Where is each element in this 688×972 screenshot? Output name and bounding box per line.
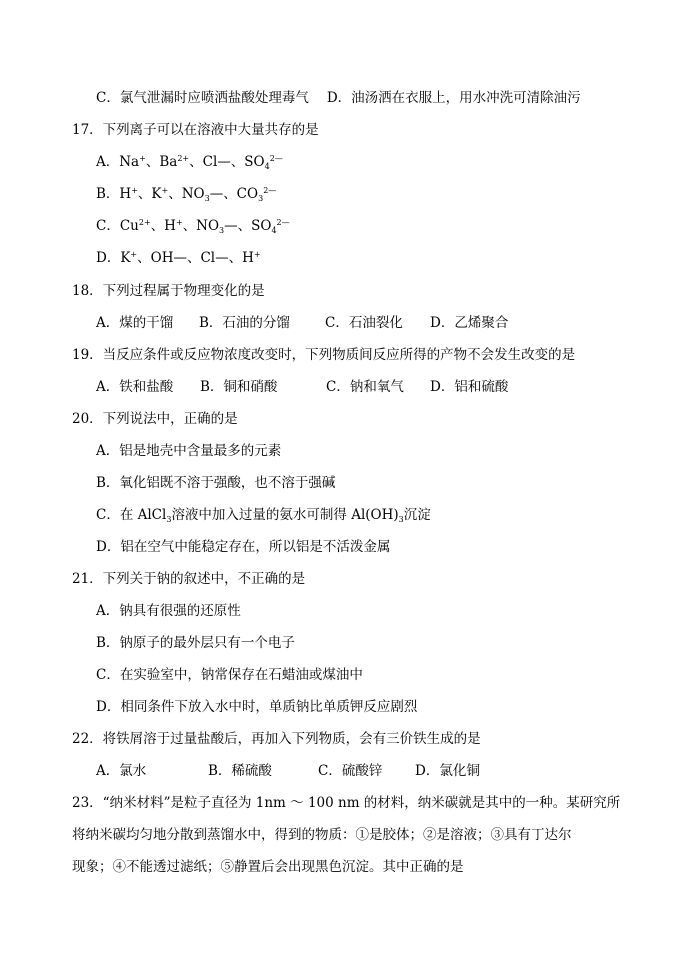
q21-stem: 21．下列关于钠的叙述中，不正确的是 [72,571,306,587]
q19-options [96,378,508,396]
q21-option-d: D．相同条件下放入水中时，单质钠比单质钾反应剧烈 [96,699,418,715]
q18-option-d: D．乙烯聚合 [430,315,509,331]
q17-stem: 17．下列离子可以在溶液中大量共存的是 [72,122,319,138]
q21-option-c: C．在实验室中，钠常保存在石蜡油或煤油中 [96,667,363,683]
q17-option-c: C．$Cu^{2+}$、H+、$NO_3—$、$SO_4^{2—}$ [96,218,290,235]
q18-option-c: C．石油裂化 [325,315,403,331]
q18-options [96,314,508,332]
q22-option-d: D．氯化铜 [415,763,480,779]
q20-option-b: B．氧化铝既不溶于强酸，也不溶于强碱 [96,475,336,491]
q23-stem-line2: 将纳米碳均匀地分散到蒸馏水中，得到的物质：①是胶体；②是溶液；③具有丁达尔 [72,827,572,843]
q22-option-b: B．稀硫酸 [208,763,272,779]
q19-option-a: A．铁和盐酸 [96,379,174,395]
q16-option-c: C．氯气泄漏时应喷洒盐酸处理毒气 [96,90,309,106]
q17-option-a: A．Na+、$Ba^{2+}$、Cl—、$SO_4^{2—}$ [96,154,283,171]
q17-option-b: B．H+、K+、$NO_3—$、$CO_3^{2—}$ [96,186,277,203]
q17-option-d: D．K+、OH—、Cl—、H+ [96,250,261,266]
q20-stem: 20．下列说法中，正确的是 [72,411,238,427]
q22-option-c: C．硫酸锌 [318,763,383,779]
q23-stem-line1: 23．“纳米材料”是粒子直径为 1nm ～ 100 nm 的材料，纳米碳就是其中的一种。某研究所 [72,795,621,811]
q18-option-b: B．石油的分馏 [199,315,290,331]
q22-stem: 22．将铁屑溶于过量盐酸后，再加入下列物质，会有三价铁生成的是 [72,731,481,747]
q18-stem: 18．下列过程属于物理变化的是 [72,283,265,299]
q22-options [96,762,480,780]
q18-option-a: A．煤的干馏 [96,315,174,331]
q19-stem: 19．当反应条件或反应物浓度改变时，下列物质间反应所得的产物不会发生改变的是 [72,347,576,363]
q22-option-a: A．氯水 [96,763,147,779]
q16-options-cd [96,89,581,107]
q19-option-c: C．钠和氧气 [326,379,404,395]
q16-option-d: D．油汤洒在衣服上，用水冲洗可清除油污 [326,90,581,106]
q19-option-d: D．铝和硫酸 [430,379,509,395]
q21-option-a: A．钠具有很强的还原性 [96,603,241,619]
q21-option-b: B．钠原子的最外层只有一个电子 [96,635,295,651]
q19-option-b: B．铜和硝酸 [200,379,278,395]
q20-option-a: A．铝是地壳中含量最多的元素 [96,443,282,459]
q20-option-c: C．在 AlCl$_3$溶液中加入过量的氨水可制得 $Al(OH)_3$沉淀 [96,507,431,524]
q20-option-d: D．铝在空气中能稳定存在，所以铝是不活泼金属 [96,539,391,555]
q23-stem-line3: 现象；④不能透过滤纸；⑤静置后会出现黑色沉淀。其中正确的是 [72,859,464,875]
